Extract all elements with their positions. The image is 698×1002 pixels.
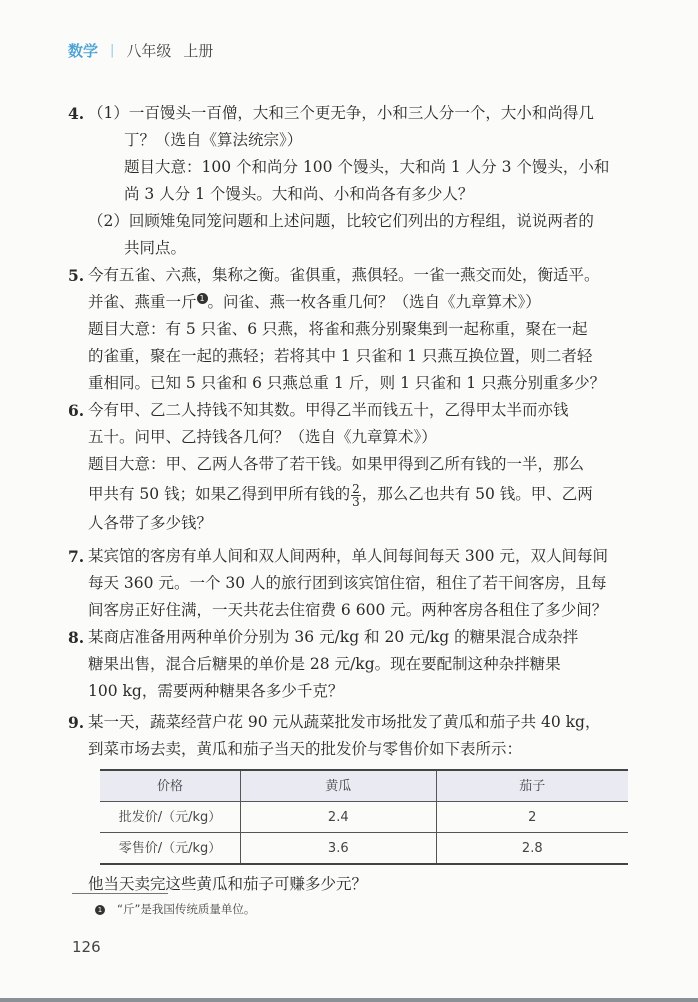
problem-text: 某宾馆的客房有单人间和双人间两种，单人间每间每天 300 元，双人间每间	[88, 547, 608, 565]
table-cell: 2.4	[241, 802, 437, 833]
problem-7	[68, 543, 634, 624]
problem-9	[68, 709, 634, 898]
page-header	[68, 40, 213, 61]
fraction	[351, 483, 361, 508]
problem-number: 5.	[68, 266, 85, 285]
problem-4	[68, 100, 634, 262]
table-cell: 3.6	[241, 833, 437, 865]
problem-text-part: 并雀、燕重一斤	[88, 293, 197, 311]
problem-number: 9.	[68, 713, 85, 732]
table-header: 茄子	[436, 770, 628, 802]
problem-text: 今有甲、乙二人持钱不知其数。甲得乙半而钱五十，乙得甲太半而亦钱	[88, 401, 569, 419]
page-number: 126	[72, 938, 101, 956]
problem-text-part: ，那么乙也共有 50 钱。甲、乙两	[361, 485, 593, 503]
problem-number: 7.	[68, 547, 85, 566]
problem-meaning: 的雀重，聚在一起的燕轻；若将其中 1 只雀和 1 只燕互换位置，则二者轻	[88, 347, 593, 365]
problem-meaning: 题目大意：有 5 只雀、6 只燕，将雀和燕分别聚集到一起称重，聚在一起	[88, 320, 588, 338]
problem-question: 他当天卖完这些黄瓜和茄子可赚多少元？	[88, 875, 368, 893]
problem-text: 回顾雉兔同笼问题和上述问题，比较它们列出的方程组，说说两者的	[128, 212, 594, 230]
fraction-numerator: 2	[352, 481, 360, 496]
problem-text: 间客房正好住满，一天共花去住宿费 6 600 元。两种客房各租住了多少间？	[88, 601, 608, 619]
footnote	[95, 901, 255, 917]
problem-text: 每天 360 元。一个 30 人的旅行团到该宾馆住宿，租住了若干间客房，且每	[88, 574, 607, 592]
problem-text	[68, 289, 634, 316]
volume-label: 上册	[183, 42, 214, 60]
exercise-list	[68, 100, 634, 898]
problem-meaning: 尚 3 人分 1 个馒头。大和尚、小和尚各有多少人？	[124, 185, 474, 203]
problem-text-part: 。问雀、燕一枚各重几何？（选自《九章算术》）	[207, 293, 541, 311]
problem-text: 某一天，蔬菜经营户花 90 元从蔬菜批发市场批发了黄瓜和茄子共 40 kg，	[88, 713, 601, 731]
table-header: 价格	[100, 770, 241, 802]
problem-text: 某商店准备用两种单价分别为 36 元/kg 和 20 元/kg 的糖果混合成杂拌	[88, 628, 579, 646]
problem-text: 共同点。	[124, 239, 187, 257]
header-separator: |	[110, 43, 115, 58]
footnote-marker-icon: 1	[197, 293, 208, 304]
table-row	[100, 802, 628, 833]
table-row	[100, 833, 628, 865]
table-cell: 零售价/（元/kg）	[100, 833, 241, 865]
table-cell: 2.8	[436, 833, 628, 865]
footnote-text: “斤”是我国传统质量单位。	[117, 902, 256, 916]
problem-text: 100 kg，需要两种糖果各多少千克？	[88, 682, 344, 700]
problem-6	[68, 397, 634, 537]
footnote-marker-icon: 1	[95, 905, 105, 915]
problem-text: 今有五雀、六燕，集称之衡。雀俱重，燕俱轻。一雀一燕交而处，衡适平。	[88, 266, 600, 284]
problem-text: 丁？（选自《算法统宗》）	[124, 131, 303, 149]
problem-8	[68, 624, 634, 705]
problem-meaning: 人各带了多少钱？	[88, 514, 213, 532]
problem-text: 一百馒头一百僧，大和三个更无争，小和三人分一个，大小和尚得几	[128, 104, 594, 122]
problem-4-part2-line	[68, 208, 634, 235]
problem-number: 6.	[68, 401, 85, 420]
problem-5	[68, 262, 634, 397]
scan-edge	[0, 998, 698, 1002]
part-label: （1）	[88, 104, 129, 122]
fraction-denominator: 3	[352, 494, 360, 509]
problem-text-part: 甲共有 50 钱；如果乙得到甲所有钱的	[88, 485, 351, 503]
problem-meaning: 题目大意：甲、乙两人各带了若干钱。如果甲得到乙所有钱的一半，那么	[88, 455, 585, 473]
problem-meaning: 题目大意：100 个和尚分 100 个馒头，大和尚 1 人分 3 个馒头，小和	[124, 158, 610, 176]
price-table	[100, 769, 628, 865]
problem-number: 8.	[68, 628, 85, 647]
footnote-divider	[72, 893, 168, 894]
problem-meaning: 重相同。已知 5 只雀和 6 只燕总重 1 斤，则 1 只雀和 1 只燕分别重多少？	[88, 374, 606, 392]
table-cell: 批发价/（元/kg）	[100, 802, 241, 833]
problem-text: 糖果出售，混合后糖果的单价是 28 元/kg。现在要配制这种杂拌糖果	[88, 655, 561, 673]
grade-label: 八年级	[126, 42, 172, 60]
problem-4-part1-line	[68, 100, 634, 127]
problem-meaning	[68, 478, 634, 510]
problem-number: 4.	[68, 104, 85, 123]
table-header: 黄瓜	[241, 770, 437, 802]
problem-text: 到菜市场去卖，黄瓜和茄子当天的批发价与零售价如下表所示：	[88, 740, 523, 758]
table-header-row	[100, 770, 628, 802]
table-cell: 2	[436, 802, 628, 833]
part-label: （2）	[88, 212, 129, 230]
problem-text: 五十。问甲、乙持钱各几何？（选自《九章算术》）	[88, 428, 437, 446]
subject-title: 数学	[68, 42, 99, 60]
